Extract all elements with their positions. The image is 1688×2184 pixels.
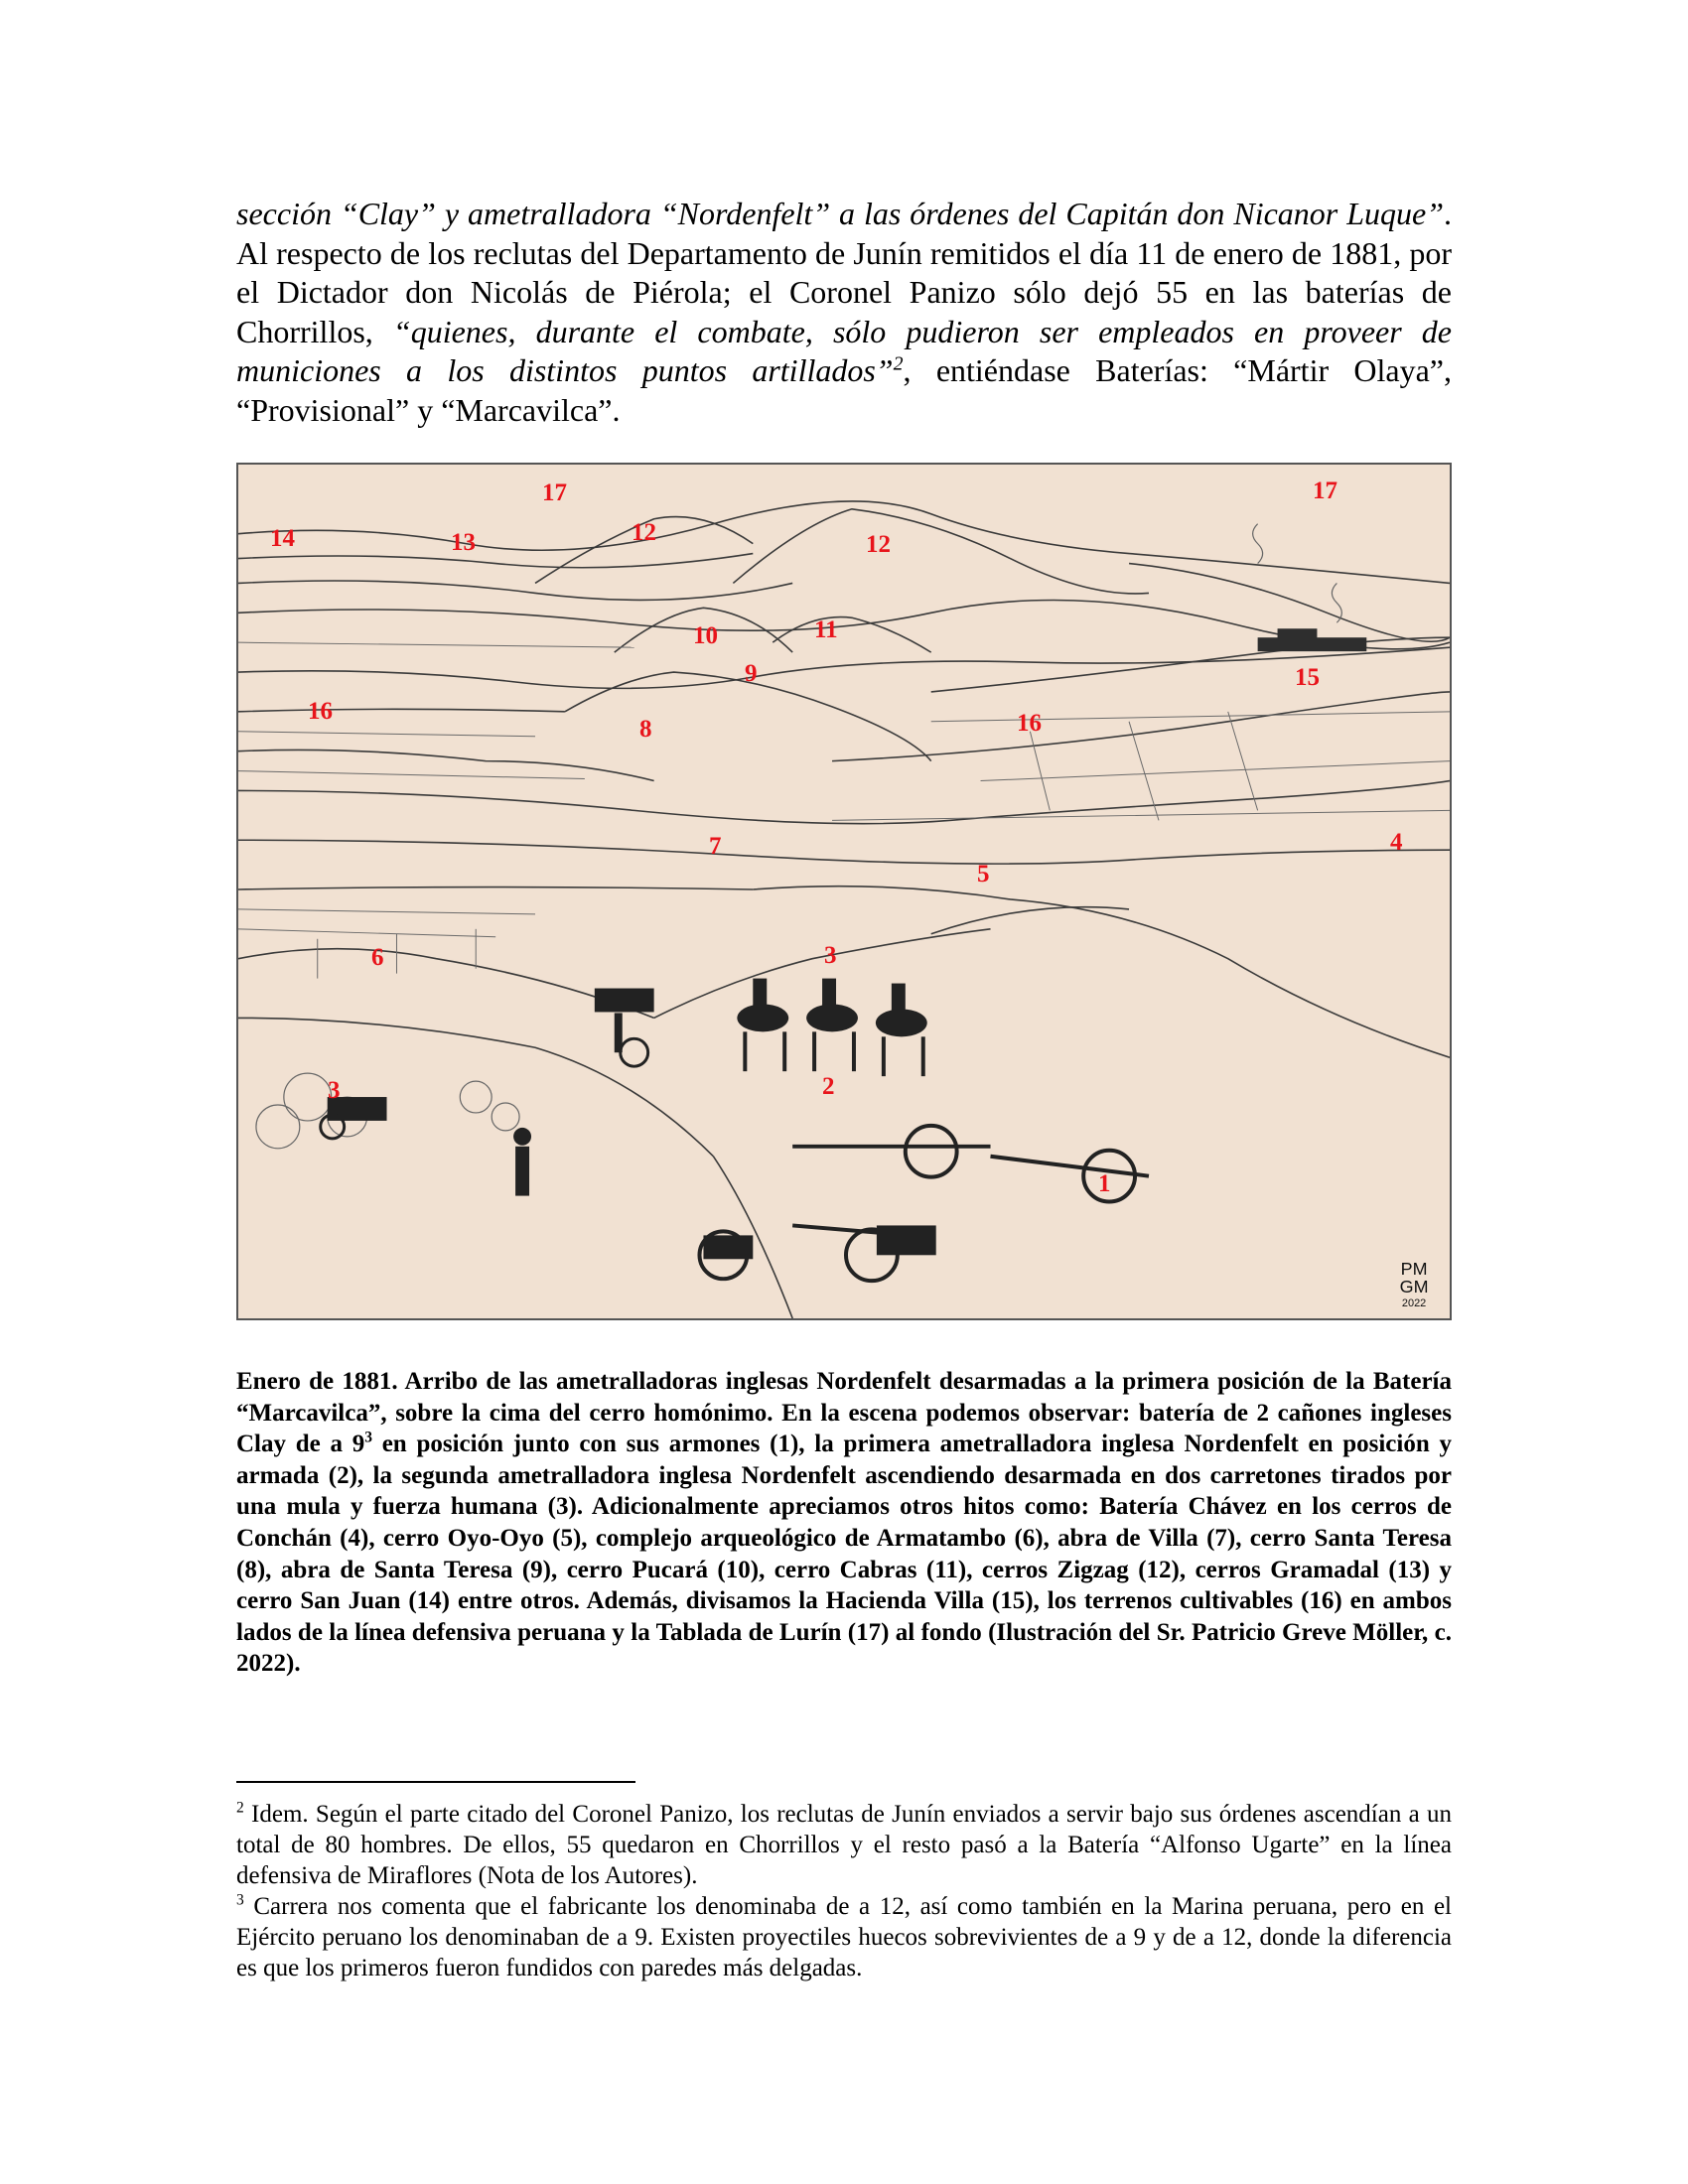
footnote-mark-3: 3 (236, 1891, 244, 1909)
label-16-right: 16 (1017, 710, 1042, 737)
label-2: 2 (822, 1073, 835, 1100)
label-1: 1 (1098, 1170, 1111, 1197)
label-3-left: 3 (328, 1077, 341, 1104)
footnote-3 (236, 1891, 1452, 1983)
artist-signature (1400, 1259, 1429, 1309)
label-17-left: 17 (542, 479, 567, 506)
illustration (236, 463, 1452, 1320)
footnote-2-text: Idem. Según el parte citado del Coronel Panizo, los reclutas de Junín enviados a servir bajo sus órdenes ascendían a un total de 80 hombres. De ellos, 55 quedaron en Chorrillos y el resto pasó a la Batería “Alfonso Ugarte” en la línea defensiva de Miraflores (Nota de los Autores). (236, 1801, 1452, 1889)
label-4: 4 (1390, 829, 1403, 856)
caption-text (236, 1366, 1452, 1680)
caption-part-b: en posición junto con sus armones (1), la primera ametralladora inglesa Nordenfelt en posición y armada (2), la segunda ametralladora inglesa Nordenfelt ascendiendo desarmada en dos carretones tirados por una mula y fuerza humana (3). Adicionalmente apreciamos otros hitos como: Batería Chávez en los cerros de Conchán (4), cerro Oyo-Oyo (5), complejo arqueológico de Armatambo (6), abra de Villa (7), cerro Santa Teresa (8), abra de Santa Teresa (9), cerro Pucará (10), cerro Cabras (11), cerros Zigzag (12), cerros Gramadal (13) y cerro San Juan (14) entre otros. Además, divisamos la Hacienda Villa (15), los terrenos cultivables (16) en ambos lados de la línea defensiva peruana y la Tablada de Lurín (17) al fondo (Ilustración del Sr. Patricio Greve Möller, c. 2022). (236, 1431, 1452, 1678)
signature-year: 2022 (1401, 1297, 1427, 1310)
italic-quote-a: sección “Clay” y ametralladora “Nordenfelt” a las órdenes del Capitán don Nicanor Luque” (236, 196, 1444, 231)
paragraph-text (236, 195, 1452, 430)
footnote-separator (236, 1781, 635, 1783)
footnote-ref-3[interactable]: 3 (364, 1429, 372, 1446)
label-12-right: 12 (866, 531, 891, 558)
caption-part-a: Enero de 1881. Arribo de las ametralladoras inglesas Nordenfelt desarmadas a la primera posición de la Batería “Marcavilca”, sobre la cima del cerro homónimo. En la escena podemos observar: batería de 2 cañones ingleses Clay de a 9 (236, 1368, 1452, 1458)
text-b: , entiéndase Baterías: “Mártir Olaya”, “Provisional” y “Marcavilca”. (236, 352, 1453, 428)
label-14: 14 (270, 525, 295, 552)
body-paragraph (236, 195, 1452, 430)
footnote-2 (236, 1799, 1452, 1891)
label-13: 13 (451, 529, 476, 556)
label-15: 15 (1295, 664, 1320, 691)
label-7: 7 (709, 833, 722, 860)
italic-quote-b: “quienes, durante el combate, sólo pudieron ser empleados en proveer de municiones a los distintos puntos artillados” (236, 313, 1453, 388)
footnote-mark-2: 2 (236, 1799, 244, 1817)
label-9: 9 (745, 660, 758, 687)
footnote-3-text: Carrera nos comenta que el fabricante los denominaba de a 12, así como también en la Marina peruana, pero en el Ejército peruano los denominaban de a 9. Existen proyectiles huecos sobrevivientes de a 9 y de a 12, donde la diferencia es que los primeros fueron fundidos con paredes más delgadas. (236, 1893, 1452, 1981)
footnotes (236, 1799, 1452, 1983)
signature-pm: PM (1400, 1259, 1428, 1280)
label-16-left: 16 (308, 698, 333, 725)
label-8: 8 (639, 716, 652, 743)
label-5: 5 (977, 861, 990, 887)
label-17-right: 17 (1313, 478, 1337, 504)
label-10: 10 (693, 622, 718, 649)
footnote-ref-2[interactable]: 2 (893, 352, 904, 375)
landscape-drawing (238, 465, 1450, 1318)
label-3-center: 3 (824, 942, 837, 969)
label-11: 11 (814, 616, 838, 643)
signature-gm: GM (1399, 1277, 1429, 1297)
label-6: 6 (371, 944, 384, 971)
label-12-left: 12 (632, 519, 656, 546)
text-a: . Al respecto de los reclutas del Departamento de Junín remitidos el día 11 de enero de 1881, por el Dictador don Nicolás de Piérola; el Coronel Panizo sólo dejó 55 en las baterías de Chorrillos, (236, 196, 1452, 349)
figure-caption (236, 1366, 1452, 1680)
